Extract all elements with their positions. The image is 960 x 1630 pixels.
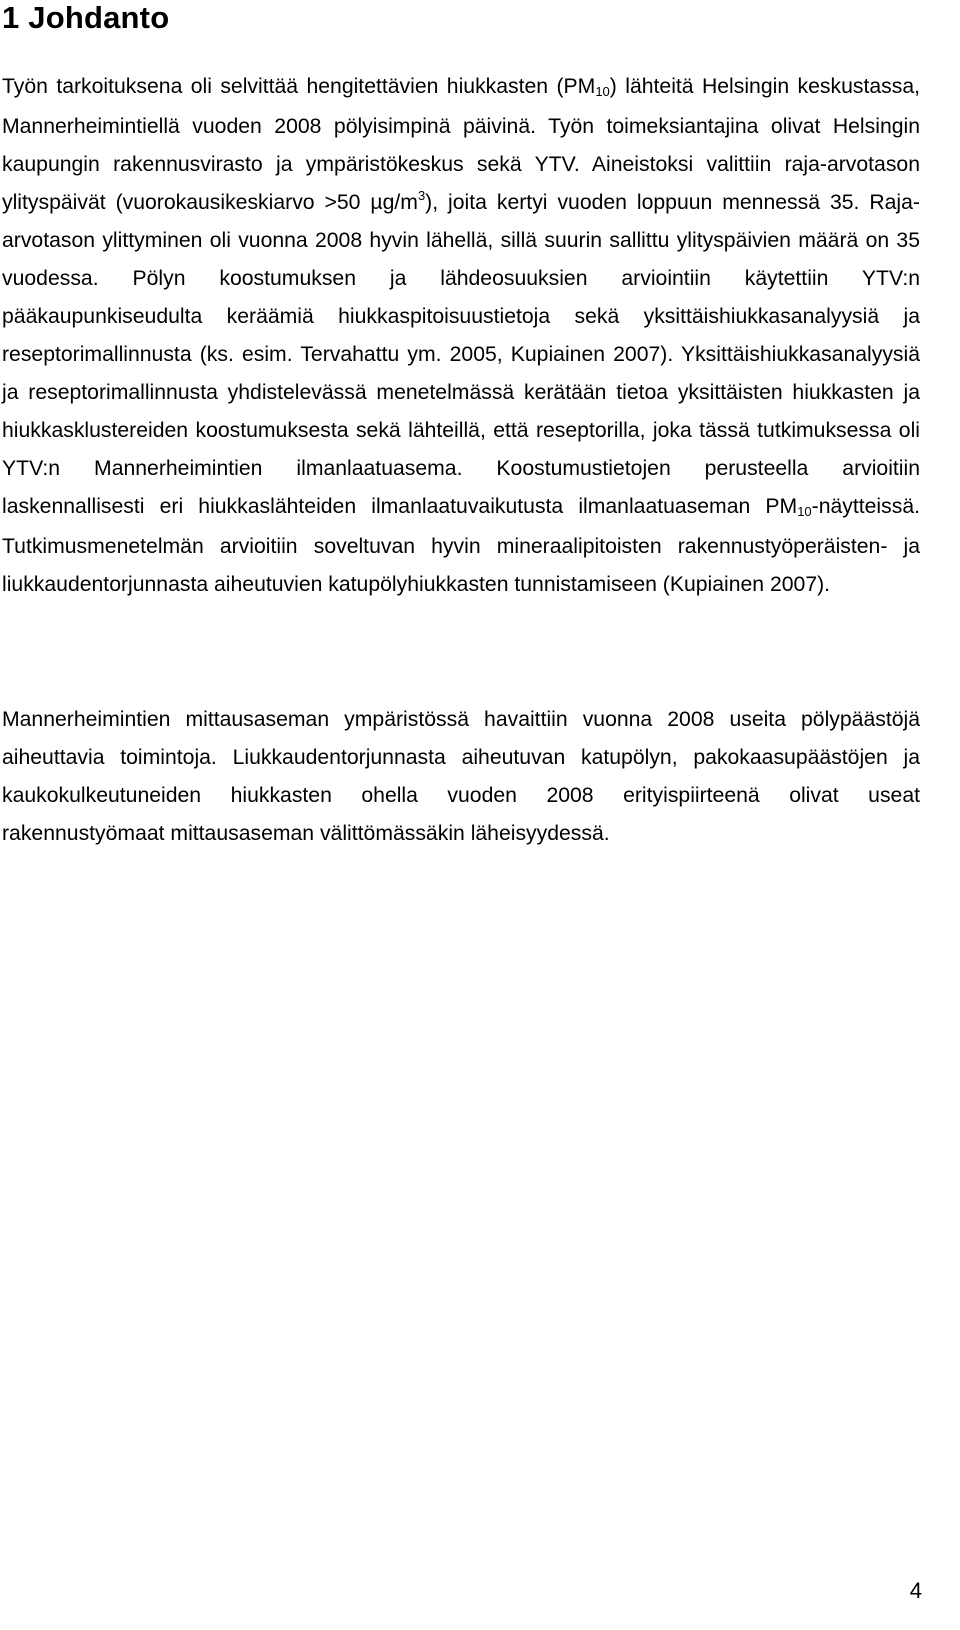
subscript-10-second: 10 <box>797 504 812 519</box>
superscript-3: 3 <box>417 188 426 203</box>
paragraph-1-text-a: Työn tarkoituksena oli selvittää hengitettävien hiukkasten (PM <box>2 75 596 98</box>
paragraph-1-text-c: ), joita kertyi vuoden loppuun mennessä 35. Raja-arvotason ylittyminen oli vuonna 2008 hyvin lähellä, sillä suurin sallittu ylityspäivien määrä on 35 vuodessa. Pölyn koostumuksen ja lähdeosuuksien arviointiin käytettiin YTV:n pääkaupunkiseudulta keräämiä hiukkaspitoisuustietoja sekä yksittäishiukkasanalyysiä ja reseptorimallinnusta (ks. esim. Tervahattu ym. 2005, Kupiainen 2007). Yksittäishiukkasanalyysiä ja reseptorimallinnusta yhdistelevässä menetelmässä kerätään tietoa yksittäisten hiukkasten ja hiukkasklustereiden koostumuksesta sekä lähteillä, että reseptorilla, joka tässä tutkimuksessa oli YTV:n Mannerheimintien ilmanlaatuasema. Koostumustietojen perusteella arvioitiin laskennallisesti eri hiukkaslähteiden ilmanlaatuvaikutusta ilmanlaatuaseman PM <box>2 191 920 518</box>
page-number: 4 <box>909 1578 922 1603</box>
subscript-10: 10 <box>595 84 610 99</box>
paragraph-1 <box>2 68 920 604</box>
paragraph-1-text-b: ) lähteitä Helsingin keskustassa, Mannerheimintiellä vuoden 2008 pölyisimpinä päivinä. Työn toimeksiantajina olivat Helsingin kaupungin rakennusvirasto ja ympäristökeskus sekä YTV. Aineistoksi valittiin raja-arvotason ylityspäivät (vuorokausikeskiarvo >50 µg/m <box>2 75 920 214</box>
paragraph-1-text-d: -näytteissä. Tutkimusmenetelmän arvioitiin soveltuvan hyvin mineraalipitoisten rakennustyöperäisten- ja liukkaudentorjunnasta aiheutuvien katupölyhiukkasten tunnistamiseen (Kupiainen 2007). <box>2 495 920 596</box>
paragraph-2: Mannerheimintien mittausaseman ympäristössä havaittiin vuonna 2008 useita pölypäästöjä aiheuttavia toimintoja. Liukkaudentorjunnasta aiheutuvan katupölyn, pakokaasupäästöjen ja kaukokulkeutuneiden hiukkasten ohella vuoden 2008 erityispiirteenä olivat useat rakennustyömaat mittausaseman välittömässäkin läheisyydessä. <box>2 708 920 845</box>
section-heading: 1 Johdanto <box>2 0 170 35</box>
